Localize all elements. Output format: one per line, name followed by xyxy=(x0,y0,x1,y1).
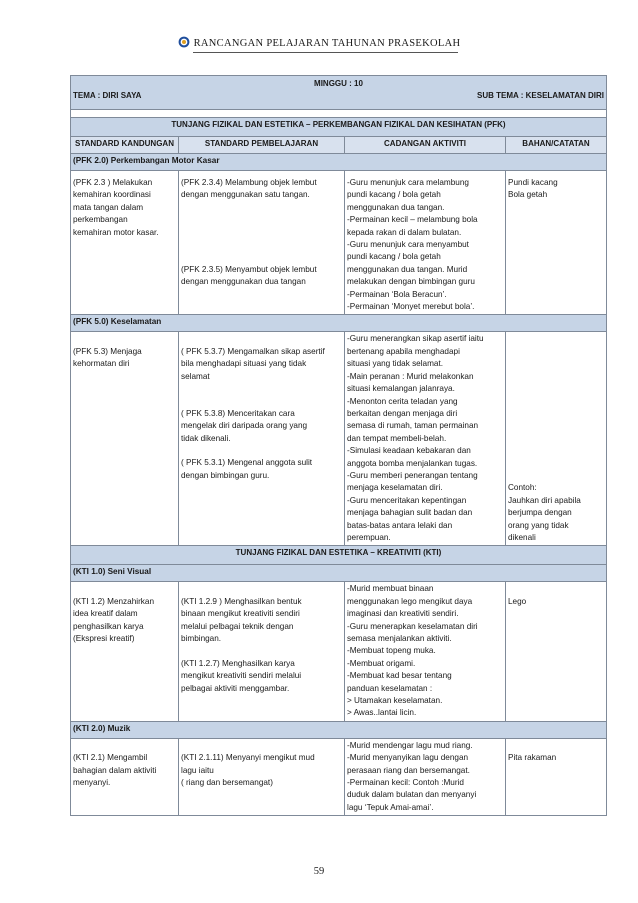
table-row xyxy=(71,171,607,315)
text-line: -Guru menceritakan kepentingan xyxy=(347,495,467,505)
tunjang-pfk-row xyxy=(71,118,607,137)
text-line: selamat xyxy=(181,371,210,381)
text-line: -Permainan kecil – melambung bola xyxy=(347,215,478,225)
text-line: (PFK 2.3 ) Melakukan xyxy=(73,178,153,187)
page-number: 59 xyxy=(313,866,325,877)
text-line: bimbingan. xyxy=(181,633,222,643)
kti2-bahan xyxy=(506,738,607,815)
tema-label: TEMA : DIRI SAYA xyxy=(73,91,142,101)
header-title: RANCANGAN PELAJARAN TAHUNAN PRASEKOLAH xyxy=(193,38,461,49)
kti1-kandungan xyxy=(71,582,179,721)
text-line: lagu ‘Tepuk Amai-amai’. xyxy=(347,802,434,812)
text-line: ( riang dan bersemangat) xyxy=(181,778,273,788)
text-line: -Murid mendengar lagu mud riang. xyxy=(347,740,473,750)
text-line: (KTI 1.2.7) Menghasilkan karya xyxy=(181,658,295,668)
text-line: kepada rakan di dalam bulatan. xyxy=(347,227,462,237)
text-line: > Awas..lantai licin. xyxy=(347,708,417,718)
text-line: (PFK 5.3) Menjaga xyxy=(73,346,142,356)
text-line: -Murid membuat binaan xyxy=(347,584,434,594)
text-line: (PFK 2.3.4) Melambung objek lembut xyxy=(181,178,317,187)
text-line: -Guru menunjuk cara menyambut xyxy=(347,240,469,250)
text-line: dengan bimbingan guru. xyxy=(181,470,270,480)
text-line: -Guru menerapkan keselamatan diri xyxy=(347,621,478,631)
text-line: mata tangan dalam xyxy=(73,202,144,212)
text-line: panduan keselamatan : xyxy=(347,683,433,693)
text-line: batas-batas antara lelaki dan xyxy=(347,520,453,530)
text-line: -Permainan kecil: Contoh :Murid xyxy=(347,778,464,788)
text-line: lagu iaitu xyxy=(181,765,214,775)
pfk5-kandungan xyxy=(71,332,179,546)
text-line: mengelak diri daripada orang yang xyxy=(181,421,308,431)
pfk2-aktiviti xyxy=(345,171,506,315)
text-line: -Simulasi keadaan kebakaran dan xyxy=(347,446,471,456)
text-line: -Permainan ‘Monyet merebut bola’. xyxy=(347,302,475,312)
text-line: anggota bomba menjalankan tugas. xyxy=(347,458,478,468)
text-line: menggunakan lego mengikut daya xyxy=(347,596,473,606)
text-line: Pundi kacang xyxy=(508,178,558,187)
text-line: imaginasi dan kreativiti sendiri. xyxy=(347,609,459,619)
text-line: -Guru memberi penerangan tentang xyxy=(347,470,478,480)
text-line: berkaitan dengan menjaga diri xyxy=(347,408,458,418)
text-line: binaan mengikut kreativiti sendiri xyxy=(181,609,300,619)
kti2-kandungan xyxy=(71,738,179,815)
text-line: Bola getah xyxy=(508,190,548,200)
text-line: duduk dalam bulatan dan menyanyi xyxy=(347,790,477,800)
kti1-pembelajaran xyxy=(179,582,345,721)
col-standard-pembelajaran: STANDARD PEMBELAJARAN xyxy=(179,137,345,154)
text-line: penghasilkan karya xyxy=(73,621,144,631)
text-line: > Utamakan keselamatan. xyxy=(347,696,443,706)
tunjang-kti-heading: TUNJANG FIZIKAL DAN ESTETIKA – KREATIVITI (KTI) xyxy=(71,546,607,565)
pfk5-pembelajaran xyxy=(179,332,345,546)
section-pfk5-title: (PFK 5.0) Keselamatan xyxy=(71,315,607,332)
text-line: -Permainan ‘Bola Beracun’. xyxy=(347,289,447,299)
text-line: dikenali xyxy=(508,532,536,542)
table-row xyxy=(71,738,607,815)
pfk5-bahan xyxy=(506,332,607,546)
col-bahan-catatan: BAHAN/CATATAN xyxy=(506,137,607,154)
text-line: dan tempat membeli-belah. xyxy=(347,433,447,443)
lesson-plan-table xyxy=(70,75,607,816)
kti2-pembelajaran xyxy=(179,738,345,815)
text-line: bila menghadapi situasi yang tidak xyxy=(181,359,307,369)
text-line: ( PFK 5.3.8) Menceritakan cara xyxy=(181,408,295,418)
text-line: (KTI 2.1.11) Menyanyi mengikut mud xyxy=(181,753,315,763)
section-kti2-title: (KTI 2.0) Muzik xyxy=(71,721,607,738)
week-row xyxy=(71,76,607,110)
text-line: menjaga keselamatan diri. xyxy=(347,483,443,493)
kti2-aktiviti xyxy=(345,738,506,815)
text-line: perasaan riang dan bersemangat. xyxy=(347,765,470,775)
text-line: dengan menggunakan dua tangan xyxy=(181,277,306,287)
text-line: (KTI 1.2.9 ) Menghasilkan bentuk xyxy=(181,596,302,606)
text-line: Contoh: xyxy=(508,483,537,493)
text-line: semasa di rumah, taman permainan xyxy=(347,421,479,431)
text-line: kemahiran motor kasar. xyxy=(73,227,159,237)
text-line: (Ekspresi kreatif) xyxy=(73,633,135,643)
text-line: kehormatan diri xyxy=(73,359,130,369)
table-row xyxy=(71,332,607,546)
text-line: mengikut kreativiti sendiri melalui xyxy=(181,671,302,681)
text-line: -Main peranan : Murid melakonkan xyxy=(347,371,474,381)
section-pfk2-title: (PFK 2.0) Perkembangan Motor Kasar xyxy=(71,154,607,171)
section-pfk5 xyxy=(71,315,607,332)
subtema-label: SUB TEMA : KESELAMATAN DIRI xyxy=(477,91,604,101)
text-line: menjaga bahagian sulit badan dan xyxy=(347,508,473,518)
pfk2-pembelajaran xyxy=(179,171,345,315)
kti1-aktiviti xyxy=(345,582,506,721)
text-line: menyanyi. xyxy=(73,778,111,788)
column-header-row xyxy=(71,137,607,154)
text-line: perempuan. xyxy=(347,532,391,542)
section-kti1 xyxy=(71,565,607,582)
text-line: melakukan dengan bimbingan guru xyxy=(347,277,475,287)
text-line: situasi yang tidak selamat. xyxy=(347,359,444,369)
text-line: -Murid menyanyikan lagu dengan xyxy=(347,753,469,763)
text-line: (KTI 2.1) Mengambil xyxy=(73,753,148,763)
text-line: (PFK 2.3.5) Menyambut objek lembut xyxy=(181,264,317,274)
text-line: (KTI 1.2) Menzahirkan xyxy=(73,596,154,606)
pfk5-aktiviti xyxy=(345,332,506,546)
text-line: -Menonton cerita teladan yang xyxy=(347,396,458,406)
kti1-bahan xyxy=(506,582,607,721)
text-line: -Guru menerangkan sikap asertif iaitu xyxy=(347,334,484,344)
tema-row xyxy=(73,90,604,102)
tunjang-kti-row xyxy=(71,546,607,565)
text-line: bertenang apabila menghadapi xyxy=(347,346,460,356)
text-line: melalui pelbagai teknik dengan xyxy=(181,621,294,631)
pfk2-bahan xyxy=(506,171,607,315)
col-standard-kandungan: STANDARD KANDUNGAN xyxy=(71,137,179,154)
text-line: bahagian dalam aktiviti xyxy=(73,765,157,775)
week-label: MINGGU : 10 xyxy=(314,79,363,88)
text-line: tidak dikenali. xyxy=(181,433,231,443)
text-line: idea kreatif dalam xyxy=(73,609,138,619)
section-kti1-title: (KTI 1.0) Seni Visual xyxy=(71,565,607,582)
text-line: Lego xyxy=(508,596,527,606)
section-kti2 xyxy=(71,721,607,738)
table-row xyxy=(71,582,607,721)
text-line: ( PFK 5.3.7) Mengamalkan sikap asertif xyxy=(181,346,325,356)
text-line: -Guru menunjuk cara melambung xyxy=(347,178,469,187)
text-line: semasa menjalankan aktiviti. xyxy=(347,634,452,643)
ministry-logo-icon xyxy=(178,36,190,48)
spacer-row xyxy=(71,110,607,118)
text-line: pundi kacang / bola getah xyxy=(347,252,441,262)
text-line: pelbagai aktiviti menggambar. xyxy=(181,683,290,693)
tunjang-pfk-heading: TUNJANG FIZIKAL DAN ESTETIKA – PERKEMBANGAN FIZIKAL DAN KESIHATAN (PFK) xyxy=(71,118,607,137)
page-header xyxy=(0,36,638,49)
text-line: -Membuat kad besar tentang xyxy=(347,671,452,681)
text-line: -Membuat topeng muka. xyxy=(347,646,436,656)
text-line: ( PFK 5.3.1) Mengenal anggota sulit xyxy=(181,458,313,468)
section-pfk2 xyxy=(71,154,607,171)
text-line: Pita rakaman xyxy=(508,753,557,763)
text-line: dengan menggunakan satu tangan. xyxy=(181,190,310,200)
text-line: -Membuat origami. xyxy=(347,658,416,668)
text-line: kemahiran koordinasi xyxy=(73,190,151,200)
text-line: menggunakan dua tangan. Murid xyxy=(347,264,468,274)
text-line: situasi kemalangan jalanraya. xyxy=(347,384,455,394)
pfk2-kandungan xyxy=(71,171,179,315)
text-line: perkembangan xyxy=(73,215,128,225)
text-line: Jauhkan diri apabila xyxy=(508,495,581,505)
text-line: menggunakan dua tangan. xyxy=(347,202,445,212)
text-line: pundi kacang / bola getah xyxy=(347,190,441,200)
text-line: berjumpa dengan xyxy=(508,508,572,518)
text-line: orang yang tidak xyxy=(508,520,569,530)
header-rule xyxy=(193,52,458,53)
col-cadangan-aktiviti: CADANGAN AKTIVITI xyxy=(345,137,506,154)
